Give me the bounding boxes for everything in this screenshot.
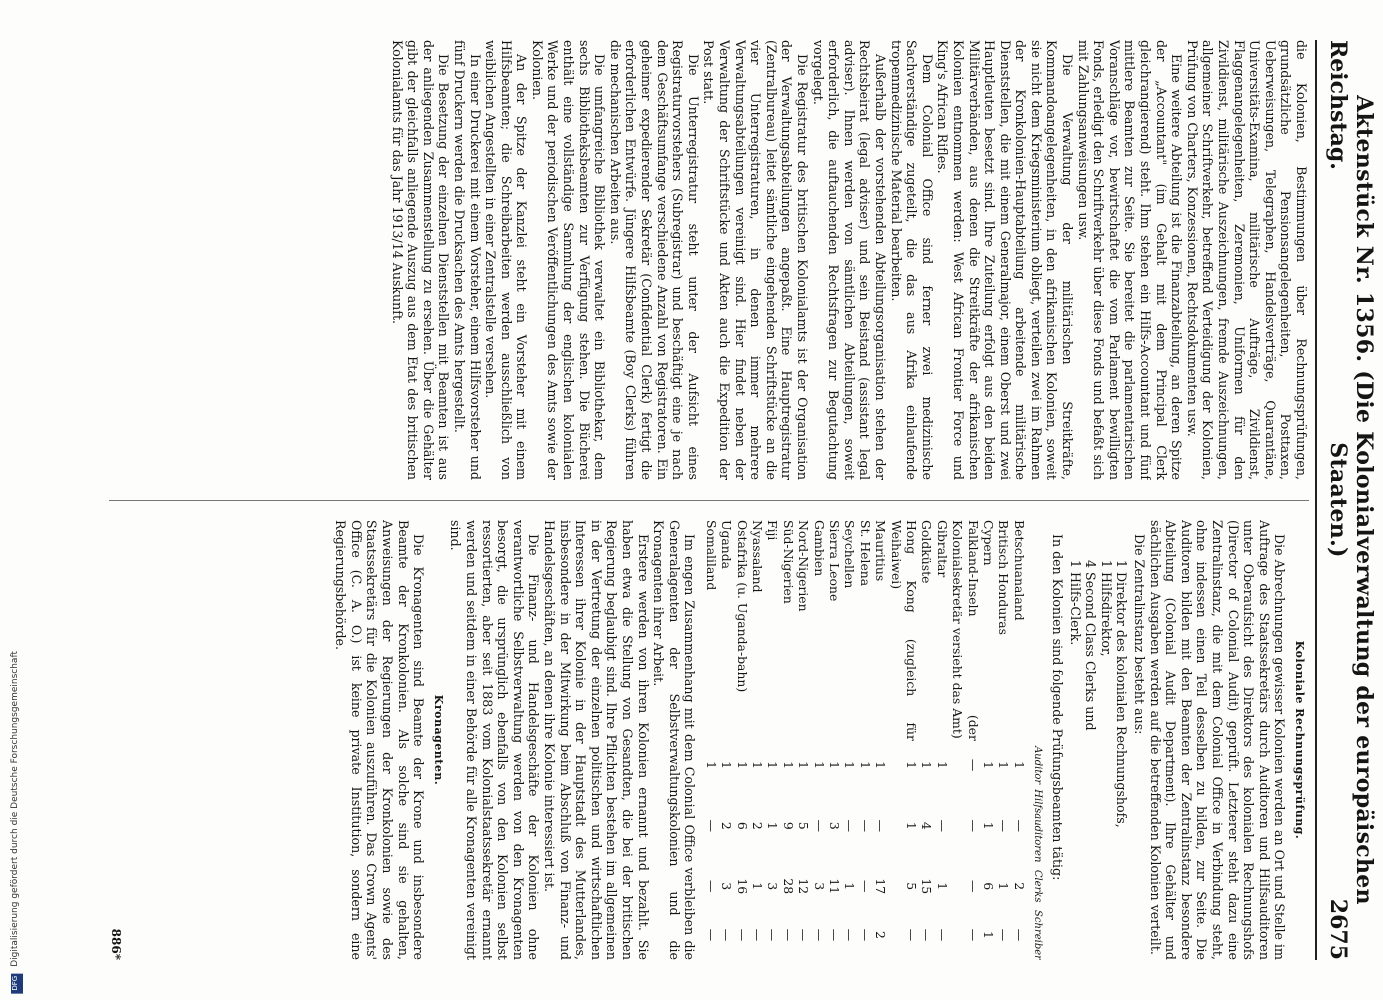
colony-cell: Mauritius	[873, 520, 889, 582]
schreiber-cell: —	[904, 928, 920, 942]
clerks-cell: 11	[827, 878, 843, 895]
paragraph: Die Registratur des britischen Kolonialamts ist der Organisation der Verwaltungsabteilungen angepaßt. Eine Hauptregistratur (Zentralbureau) leitet sämtliche eingehenden Schriftstücke an die vier Unterregistraturen, in denen immer mehrere Verwaltungsabteilungen vereinigt sind. Hier findet neben der Verwaltung der Schriftstücke und Akten auch die Expedition der Post statt.	[701, 40, 810, 480]
clerks-cell: 12	[796, 878, 812, 895]
paragraph: An der Spitze der Kanzlei steht ein Vorsteher mit einem Hilfsbeamten; die Schreibarbeiten werden ausschließlich von weiblichen Angestellten in einer Zentralstelle versehen.	[483, 40, 530, 480]
schreiber-cell: —	[919, 928, 935, 942]
hilfsauditor-cell: 1	[904, 821, 920, 830]
auditor-cell: 1	[765, 761, 781, 770]
hilfsauditor-cell: —	[996, 819, 1012, 833]
table-row	[765, 520, 780, 960]
hilfsauditor-cell: 4	[919, 821, 935, 830]
table-row	[827, 520, 842, 960]
hilfsauditor-cell: 3	[827, 821, 843, 830]
auditor-cell: 1	[796, 761, 812, 770]
footer-mark: 886*	[109, 928, 123, 960]
dfg-logo: DFG	[11, 974, 23, 994]
right-column	[99, 520, 1309, 960]
colony-cell: Gibraltar	[934, 520, 950, 578]
table-header-row	[1027, 520, 1046, 960]
schreiber-cell: —	[811, 928, 827, 942]
table-header: Schreiber	[1032, 910, 1044, 960]
colony-cell: Gambien	[811, 520, 827, 577]
table-header: Hilfsauditoren	[1032, 789, 1044, 863]
auditor-cell: 1	[996, 761, 1012, 770]
hilfsauditor-cell: 2	[750, 821, 765, 830]
staff-item: 1 Hilfsdirektor,	[1098, 560, 1114, 657]
clerks-cell: 5	[904, 882, 920, 891]
table-row	[796, 520, 811, 960]
digitization-credit	[10, 651, 23, 994]
auditor-cell: —	[965, 758, 981, 772]
table-row	[734, 520, 749, 960]
staff-item: 4 Second Class Clerks und	[1083, 560, 1099, 731]
table-header: Clerks	[1032, 869, 1044, 903]
table-row	[750, 520, 765, 960]
paragraph: Die Abrechnungen gewisser Kolonien werden an Ort und Stelle im Auftrage des Staatssekretärs durch Auditoren und Hilfsauditoren unter Oberaufsicht des Direktors des kolonialen Rechnungshofs (Director of Colonial Audit) geprüft. Letzterer steht dazu eine Zentralinstanz, die mit dem Colonial Office in Verbindung steht, ohne indessen einen Teil desselben zu bilden, zur Seite. Die Auditoren bilden mit den Beamten der Zentralinstanz besondere Abteilung (Colonial Audit Department). Ihre Gehälter und sächlichen Ausgaben werden auf die betreffenden Kolonien verteilt.	[1147, 520, 1288, 960]
clerks-cell: —	[965, 880, 981, 893]
table-row	[950, 520, 981, 960]
table-header: Auditor	[1032, 746, 1044, 785]
schreiber-cell: —	[765, 928, 781, 942]
clerks-cell: 16	[734, 878, 750, 895]
hilfsauditor-cell: —	[965, 819, 981, 833]
paragraph: Die Kronagenten sind Beamte der Krone und insbesondere Beamte der Kronkolonien. Als solche sind sie gehalten, Anweisungen der Regierungen der Kronkolonien sowie des Staatssekretärs für die Kolonien auszuführen. Das Crown Agents' Office (C. A. O.) ist keine private Institution, sondern eine Regierungsbehörde.	[333, 520, 427, 960]
left-column	[99, 40, 1309, 480]
auditor-cell: 1	[1011, 761, 1027, 770]
hilfsauditor-cell: 6	[734, 821, 750, 830]
hilfsauditor-cell: 2	[719, 821, 735, 830]
page-number: 2675	[1325, 898, 1351, 960]
staff-item: 1 Direktor des kolonialen Rechnungshofs,	[1114, 560, 1130, 828]
header-left: Reichstag.	[1325, 40, 1351, 170]
colony-cell: Seychellen	[842, 520, 858, 589]
auditor-cell: 1	[780, 761, 796, 770]
table-row	[981, 520, 996, 960]
table-row	[811, 520, 826, 960]
column-divider	[109, 500, 1309, 501]
colony-cell: Cypern	[981, 520, 997, 566]
paragraph: Dem Colonial Office sind ferner zwei medizinische Sachverständige zugeteilt, die das aus Afrika einlaufende tropenmedizinische Material bearbeiten.	[888, 40, 935, 480]
hilfsauditor-cell: —	[703, 819, 719, 833]
clerks-cell: 3	[719, 882, 735, 891]
colony-cell: Somaliland	[703, 520, 719, 591]
table-row	[780, 520, 795, 960]
paragraph: Die Besetzung der einzelnen Dienststellen mit Beamten ist aus der anliegenden Zusammenstellung zu ersehen. Über die Gehälter gibt der gleichfalls anliegende Auszug aus dem Etat des britischen Kolonialamts für das Jahr 1913/14 Auskunft.	[389, 40, 452, 480]
clerks-cell: —	[703, 880, 719, 893]
hilfsauditor-cell: 5	[796, 821, 812, 830]
auditor-cell: 1	[919, 761, 935, 770]
schreiber-cell: 1	[981, 931, 997, 939]
table-body	[703, 520, 1027, 960]
table-row	[703, 520, 718, 960]
auditor-cell: 1	[904, 761, 920, 770]
clerks-cell: 6	[981, 882, 997, 891]
colony-cell: Uganda	[719, 520, 735, 570]
header-title: Aktenstück Nr. 1356. (Die Kolonialverwaltung der europäischen Staaten.)	[1325, 95, 1377, 905]
auditor-cell: 1	[873, 761, 889, 770]
schreiber-cell: —	[842, 928, 858, 942]
paragraph: Eine weitere Abteilung ist die Finanzabteilung, an deren Spitze der „Accountant" (im Gehalt mit dem Principal Clerk gleichrangierend) steht. Ihm stehen ein Hilfs-Accountant und fünf mittlere Beamten zur Seite. Sie bereitet die parlamentarischen Voranschläge vor, bewirtschaftet die vom Parlament bewilligten Fonds, erledigt den Schriftverkehr über diese Fonds und befaßt sich mit Zahlungsanweisungen usw.	[1075, 40, 1185, 480]
colony-cell: Britisch Honduras	[996, 520, 1012, 635]
staff-list	[1067, 560, 1129, 960]
table-row	[934, 520, 949, 960]
hilfsauditor-cell: —	[934, 819, 950, 833]
hilfsauditor-cell: —	[811, 819, 827, 833]
colony-cell: Betschuanaland	[1011, 520, 1027, 621]
schreiber-cell: —	[780, 928, 796, 942]
colony-cell: Goldküste	[919, 520, 935, 584]
table-row	[842, 520, 857, 960]
paragraph: In einer Druckerei mit einem Vorsteher, einem Hilfsvorsteher und fünf Druckern werden die Drucksachen des Amts hergestellt.	[451, 40, 483, 480]
table-row	[888, 520, 919, 960]
auditor-table	[703, 520, 1045, 960]
table-row	[996, 520, 1011, 960]
auditor-cell: 1	[934, 761, 950, 770]
schreiber-cell: —	[796, 928, 812, 942]
auditor-cell: 1	[981, 761, 997, 770]
colony-cell: Falkland-Inseln (der Kolonialsekretär versieht das Amt)	[950, 520, 981, 741]
schreiber-cell: —	[719, 928, 735, 942]
colony-cell: Nord-Nigerien	[796, 520, 812, 612]
schreiber-cell: —	[1011, 928, 1027, 942]
paragraph: Außerhalb der vorstehenden Abteilungsorganisation stehen der Rechtsbeirat (legal adviser) und sein Beistand (assistant legal adviser). Ihnen werden von sämtlichen Abteilungen, soweit erforderlich, die auftauchenden Rechtsfragen zur Begutachtung vorgelegt.	[810, 40, 888, 480]
clerks-cell: —	[857, 880, 873, 893]
schreiber-cell: —	[703, 928, 719, 942]
schreiber-cell: 2	[873, 931, 889, 939]
schreiber-cell: —	[934, 928, 950, 942]
colony-cell: Sierra Leone	[827, 520, 843, 602]
auditor-cell: 1	[703, 761, 719, 770]
clerks-cell: 2	[1011, 882, 1027, 891]
colony-cell: Hong Kong (zugleich für Weihaiwei)	[888, 520, 920, 741]
clerks-cell: 1	[750, 882, 765, 891]
hilfsauditor-cell: —	[857, 819, 873, 833]
hilfsauditor-cell: —	[1011, 819, 1027, 833]
schreiber-cell: —	[965, 928, 981, 942]
paragraph: Die Zentralinstanz besteht aus:	[1132, 534, 1148, 735]
page-header	[1315, 40, 1377, 960]
table-row	[1012, 520, 1027, 960]
table-row	[919, 520, 934, 960]
schreiber-cell: —	[827, 928, 843, 942]
schreiber-cell: —	[857, 928, 873, 942]
schreiber-cell: —	[996, 928, 1012, 942]
clerks-cell: 1	[996, 882, 1012, 891]
paragraph: Die Verwaltung der militärischen Streitkräfte, Kommandoangelegenheiten, in den afrikanischen Kolonien, soweit sie nicht dem Kriegsministerium obliegt, verteilen zwei im Rahmen der Kronkolonien-Hauptabteilung arbeitende militärische Dienststellen, die mit einem Generalmajor, einem Oberst und zwei Hauptleuten besetzt sind. Ihre Zuteilung erfolgt aus den beiden Militärverbänden, aus denen die Streitkräfte der afrikanischen Kolonien entnommen werden: West African Frontier Force und King's African Rifles.	[935, 40, 1076, 480]
schreiber-cell: —	[750, 928, 765, 942]
auditor-cell: 1	[719, 761, 735, 770]
clerks-cell: 3	[811, 882, 827, 891]
auditor-cell: 1	[734, 761, 750, 770]
table-intro: In den Kolonien sind folgende Prüfungsbeamten tätig:	[1050, 534, 1066, 881]
hilfsauditor-cell: 9	[780, 821, 796, 830]
section-heading: Kronagenten.	[431, 694, 445, 786]
colony-cell: Ostafrika (u. Uganda-bahn)	[734, 520, 750, 693]
colony-cell: St. Helena	[857, 520, 873, 587]
paragraph: Die Unterregistratur steht unter der Aufsicht eines Registraturvorstehers (Subregistrar) und beschäftigt eine je nach dem Geschäftsumfange verschiedene Anzahl von Registratoren. Ein geheimer expedierender Sekretär (Confidential Clerk) fertigt die erforderlichen Entwürfe. Jüngere Hilfsbeamte (Boy Clerks) führen die mechanischen Arbeiten aus.	[607, 40, 701, 480]
hilfsauditor-cell: 1	[765, 821, 781, 830]
clerks-cell: 28	[780, 878, 796, 895]
table-row	[719, 520, 734, 960]
clerks-cell: 1	[934, 882, 950, 891]
clerks-cell: 3	[765, 882, 781, 891]
colony-cell: Fiji	[765, 520, 781, 541]
credit-text: Digitalisierung gefördert durch die Deutsche Forschungsgemeinschaft	[10, 651, 20, 968]
table-row	[857, 520, 872, 960]
auditor-cell: 1	[827, 761, 843, 770]
section-heading: Koloniale Rechnungsprüfung.	[1293, 640, 1306, 840]
schreiber-cell: —	[734, 928, 750, 942]
paragraph: Die Finanz- und Handelsgeschäfte der Kolonien ohne verantwortliche Selbstverwaltung werden von den Kronagenten besorgt, die ursprünglich ebenfalls von den Kolonien selbst ressortierten, aber seit 1883 vom Kolonialstaatssekretär ernannt werden und seitdem in einer Behörde für alle Kronagenten vereinigt sind.	[448, 520, 542, 960]
table-header-colony	[1027, 520, 1046, 741]
hilfsauditor-cell: —	[842, 819, 858, 833]
paragraph: Die umfangreiche Bibliothek verwaltet ein Bibliothekar, dem sechs Bibliotheksbeamten zur Verfügung stehen. Die Bücherei enthält eine vollständige Sammlung der englischen kolonialen Werke und der periodischen Veröffentlichungen des Amts sowie der Kolonien.	[529, 40, 608, 480]
paragraph: Erstere werden von ihren Kolonien ernannt und bezahlt. Sie haben etwa die Stellung von Gesandten, die bei der britischen Regierung beglaubigt sind. Ihre Pflichten bestehen im allgemeinen in der Vertretung der einzelnen politischen und wirtschaftlichen Interessen ihrer Kolonie in der Hauptstadt des Mutterlandes, insbesondere in der Mitwirkung beim Abschluß von Finanz- und Handelsgeschäften, an denen ihre Kolonie interessiert ist.	[542, 520, 651, 960]
auditor-cell: 1	[811, 761, 827, 770]
table-row	[873, 520, 888, 960]
auditor-cell: 1	[842, 761, 858, 770]
paragraph: die Kolonien, Bestimmungen über Rechnungsprüfungen, grundsätzliche Pensionsangelegenheiten, Posttaxen, Ueberweisungen, Telegraphen, Handelsverträge, Quarantäne, Universitäts-Examina, militärische Aufträge, Zivildienst, Flaggenangelegenheiten, Zeremonien, Uniformen für den Zivildienst, militärische Auszeichnungen, fremde Auszeichnungen, allgemeiner Schriftverkehr, betreffend Verteidigung der Kolonien, Prüfung von Charters, Konzessionen, Rechtsdokumenten usw.	[1184, 40, 1309, 480]
hilfsauditor-cell: 1	[981, 821, 997, 830]
clerks-cell: 15	[919, 878, 935, 895]
paragraph: Im engen Zusammenhang mit dem Colonial Office verbleiben die Generalagenten der Selbstverwaltungskolonien und die Kronagenten ihrer Arbeit.	[651, 520, 698, 960]
colony-cell: Süd-Nigerien	[780, 520, 796, 604]
clerks-cell: 1	[842, 882, 858, 891]
auditor-cell: 1	[750, 761, 765, 770]
staff-item: 1 Hilfs-Clerk.	[1067, 560, 1083, 646]
colony-cell: Nyassaland	[750, 520, 765, 593]
hilfsauditor-cell: —	[873, 819, 889, 833]
auditor-cell: 1	[857, 761, 873, 770]
clerks-cell: 17	[873, 878, 889, 895]
